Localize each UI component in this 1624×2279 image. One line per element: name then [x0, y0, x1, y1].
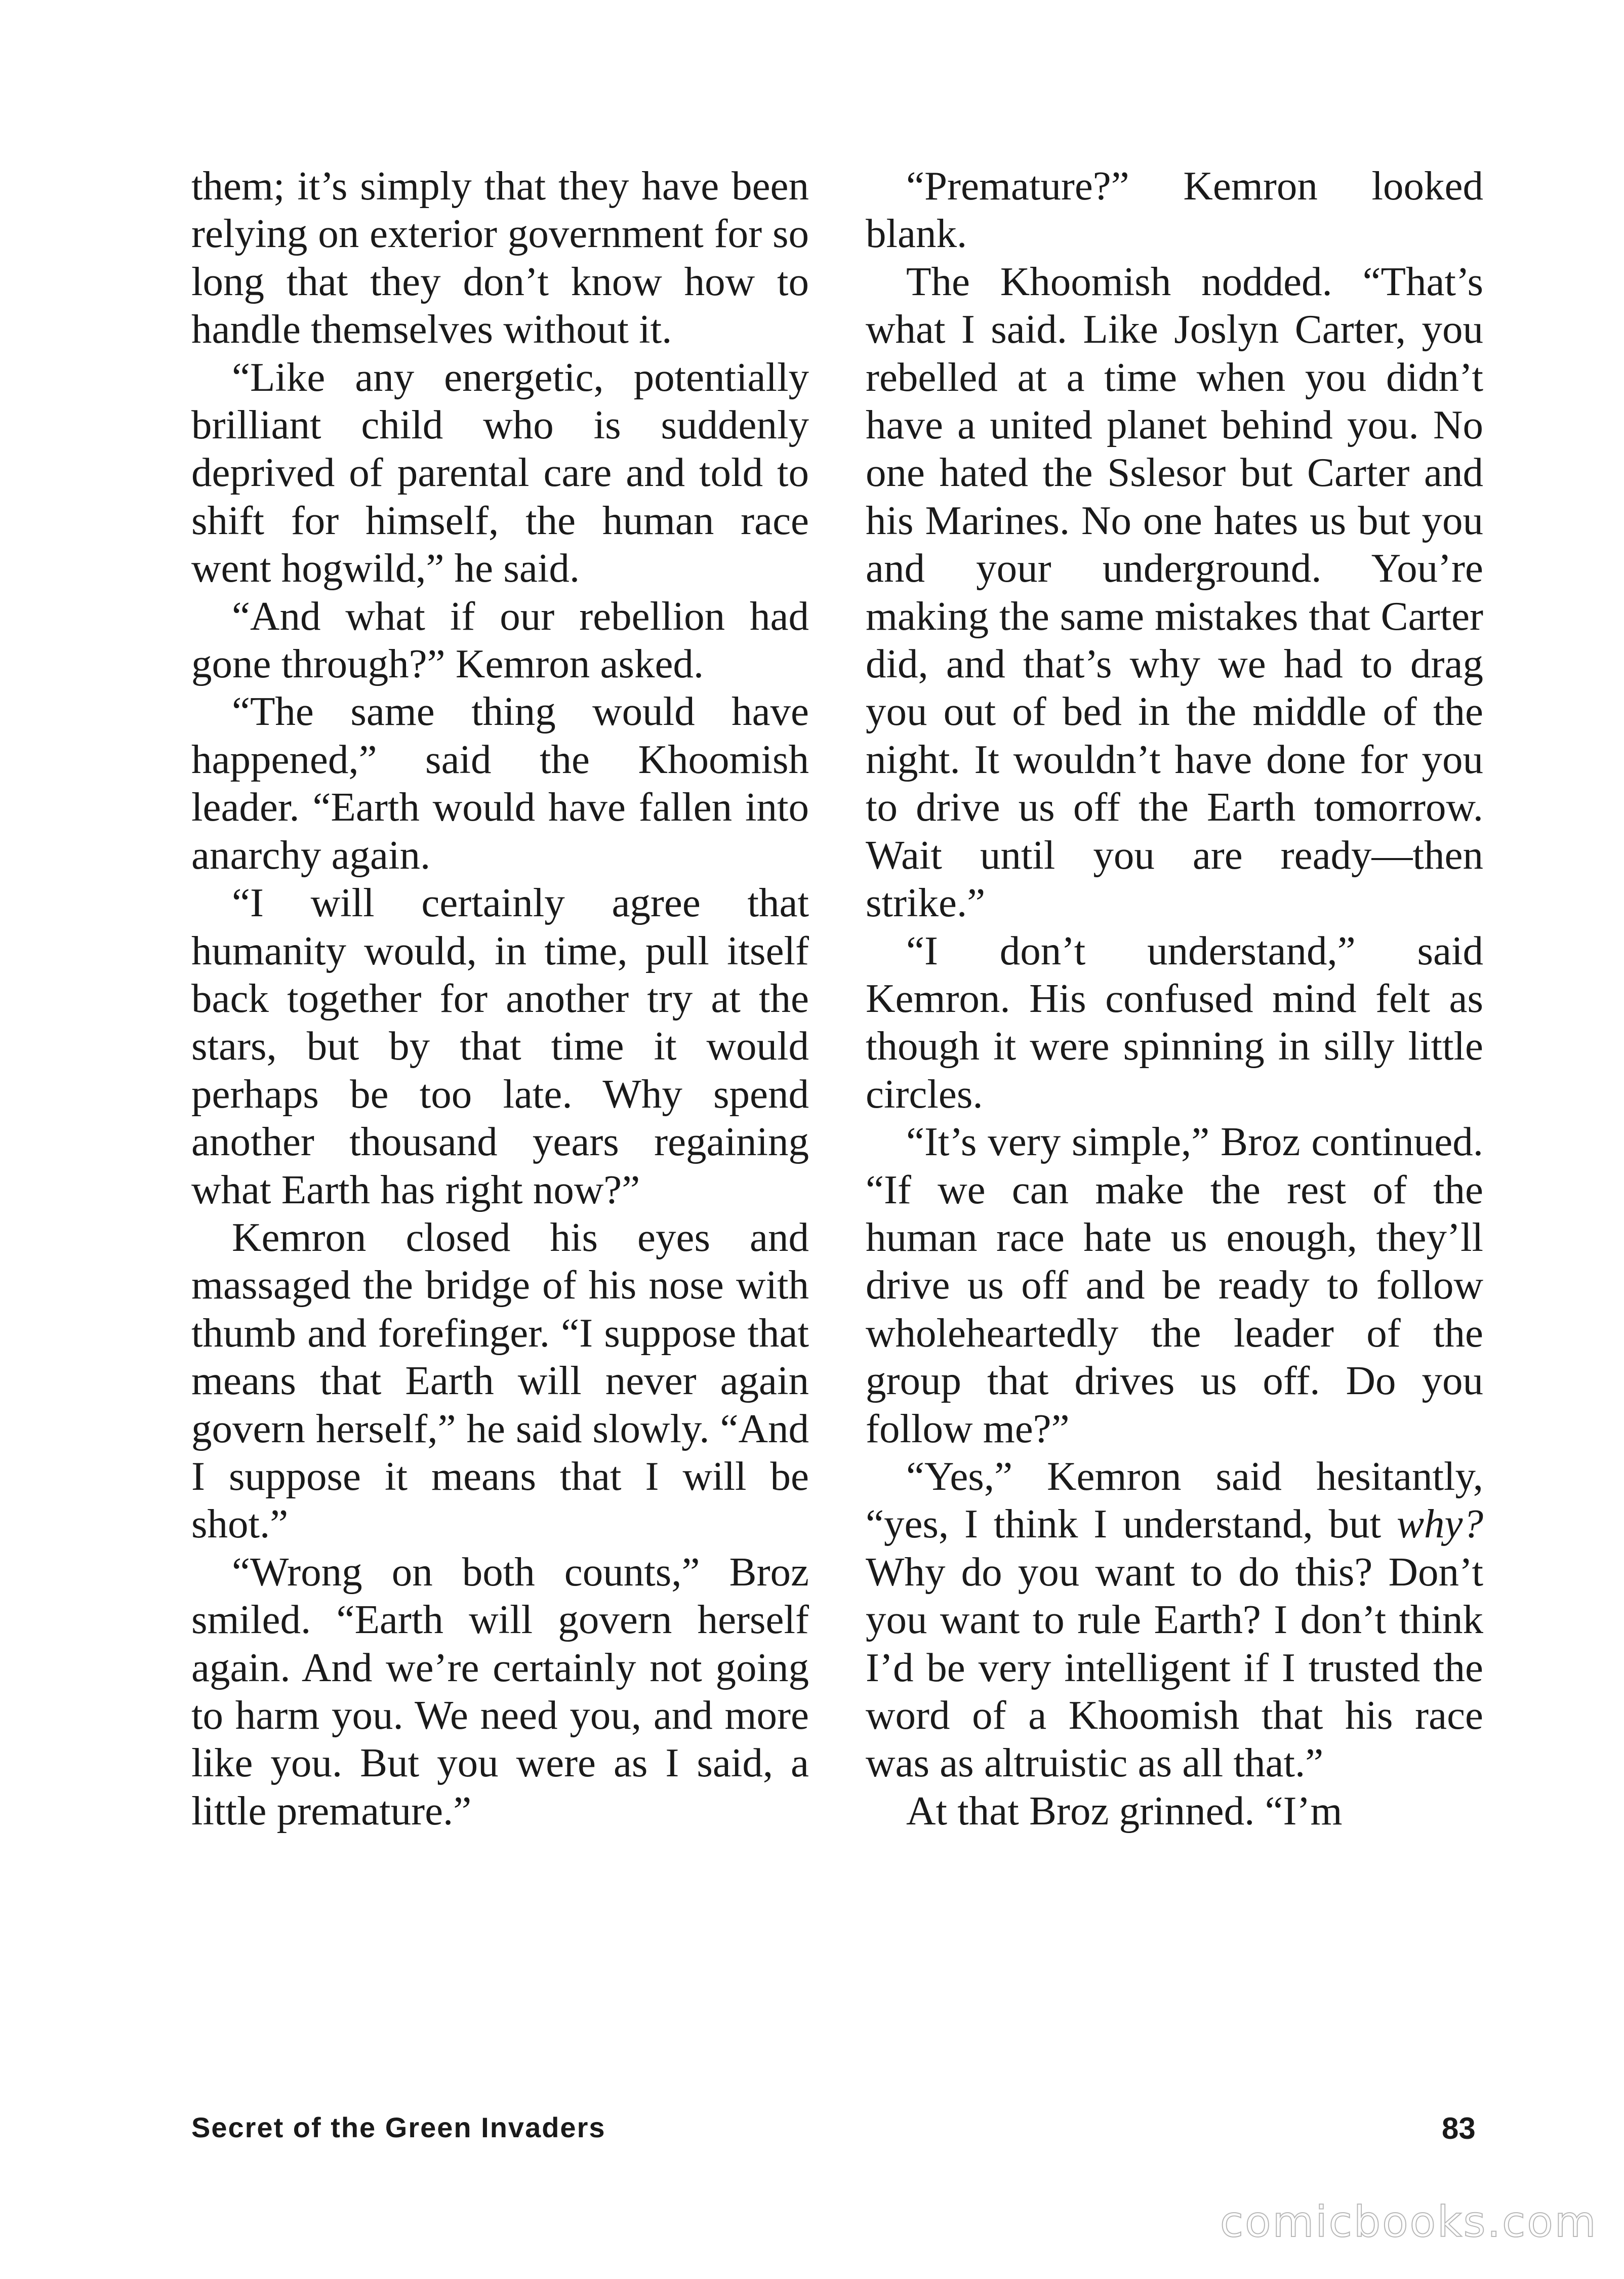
page-number: 83 [1442, 2111, 1476, 2145]
paragraph: “It’s very simple,” Broz continued. “If we can make the rest of the human race hate us enough, they’ll drive us off and be ready to follow wholeheartedly the leader of the group that drives us off. Do you follow me?” [866, 1119, 1483, 1451]
paragraph: “I will certainly agree that humanity would, in time, pull itself back together for another try at the stars, but by that time it would perhaps be too late. Why spend another thousand years regaining what Earth has right now?” [191, 880, 809, 1212]
watermark: comicbooks.com [1220, 2197, 1598, 2247]
paragraph: “Like any energetic, potentially brilliant child who is suddenly deprived of parental care and told to shift for himself, the human race went hogwild,” he said. [191, 354, 809, 591]
paragraph [866, 1452, 1483, 1787]
running-footer-title: Secret of the Green Invaders [191, 2111, 606, 2143]
paragraph: “Premature?” Kemron looked blank. [866, 163, 1483, 257]
right-text-column [866, 162, 1483, 1835]
paragraph-text: Why do you want to do this? Don’t you want to rule Earth? I don’t think I’d be very intelligent if I trusted the word of a Khoomish that his race was as altruistic as all that.” [866, 1549, 1483, 1786]
paragraph: “The same thing would have happened,” said the Khoomish leader. “Earth would have fallen into anarchy again. [191, 688, 809, 878]
paragraph: “I don’t understand,” said Kemron. His confused mind felt as though it were spinning in silly little circles. [866, 927, 1483, 1117]
paragraph: Kemron closed his eyes and massaged the bridge of his nose with thumb and forefinger. “I suppose that means that Earth will never again govern herself,” he said slowly. “And I suppose it means that I will be shot.” [191, 1214, 809, 1547]
paragraph: “And what if our rebellion had gone through?” Kemron asked. [191, 593, 809, 687]
emphasized-word: why? [1397, 1501, 1483, 1547]
paragraph: At that Broz grinned. “I’m [906, 1787, 1343, 1834]
paragraph: “Wrong on both counts,” Broz smiled. “Earth will govern herself again. And we’re certainly not going to harm you. We need you, and more like you. But you were as I said, a little premature.” [191, 1549, 809, 1834]
paragraph-text: “Yes,” Kemron said hesitantly, “yes, I think I understand, but [866, 1453, 1483, 1547]
left-text-column [191, 162, 809, 1835]
paragraph: The Khoomish nodded. “That’s what I said. Like Joslyn Carter, you rebelled at a time when you didn’t have a united planet behind you. No one hated the Sslesor but Carter and his Marines. No one hates us but you and your underground. You’re making the same mistakes that Carter did, and that’s why we had to drag you out of bed in the middle of the night. It wouldn’t have done for you to drive us off the Earth tomorrow. Wait until you are ready—then strike.” [866, 258, 1483, 926]
paragraph: them; it’s simply that they have been relying on exterior government for so long that they don’t know how to handle themselves without it. [191, 163, 809, 352]
